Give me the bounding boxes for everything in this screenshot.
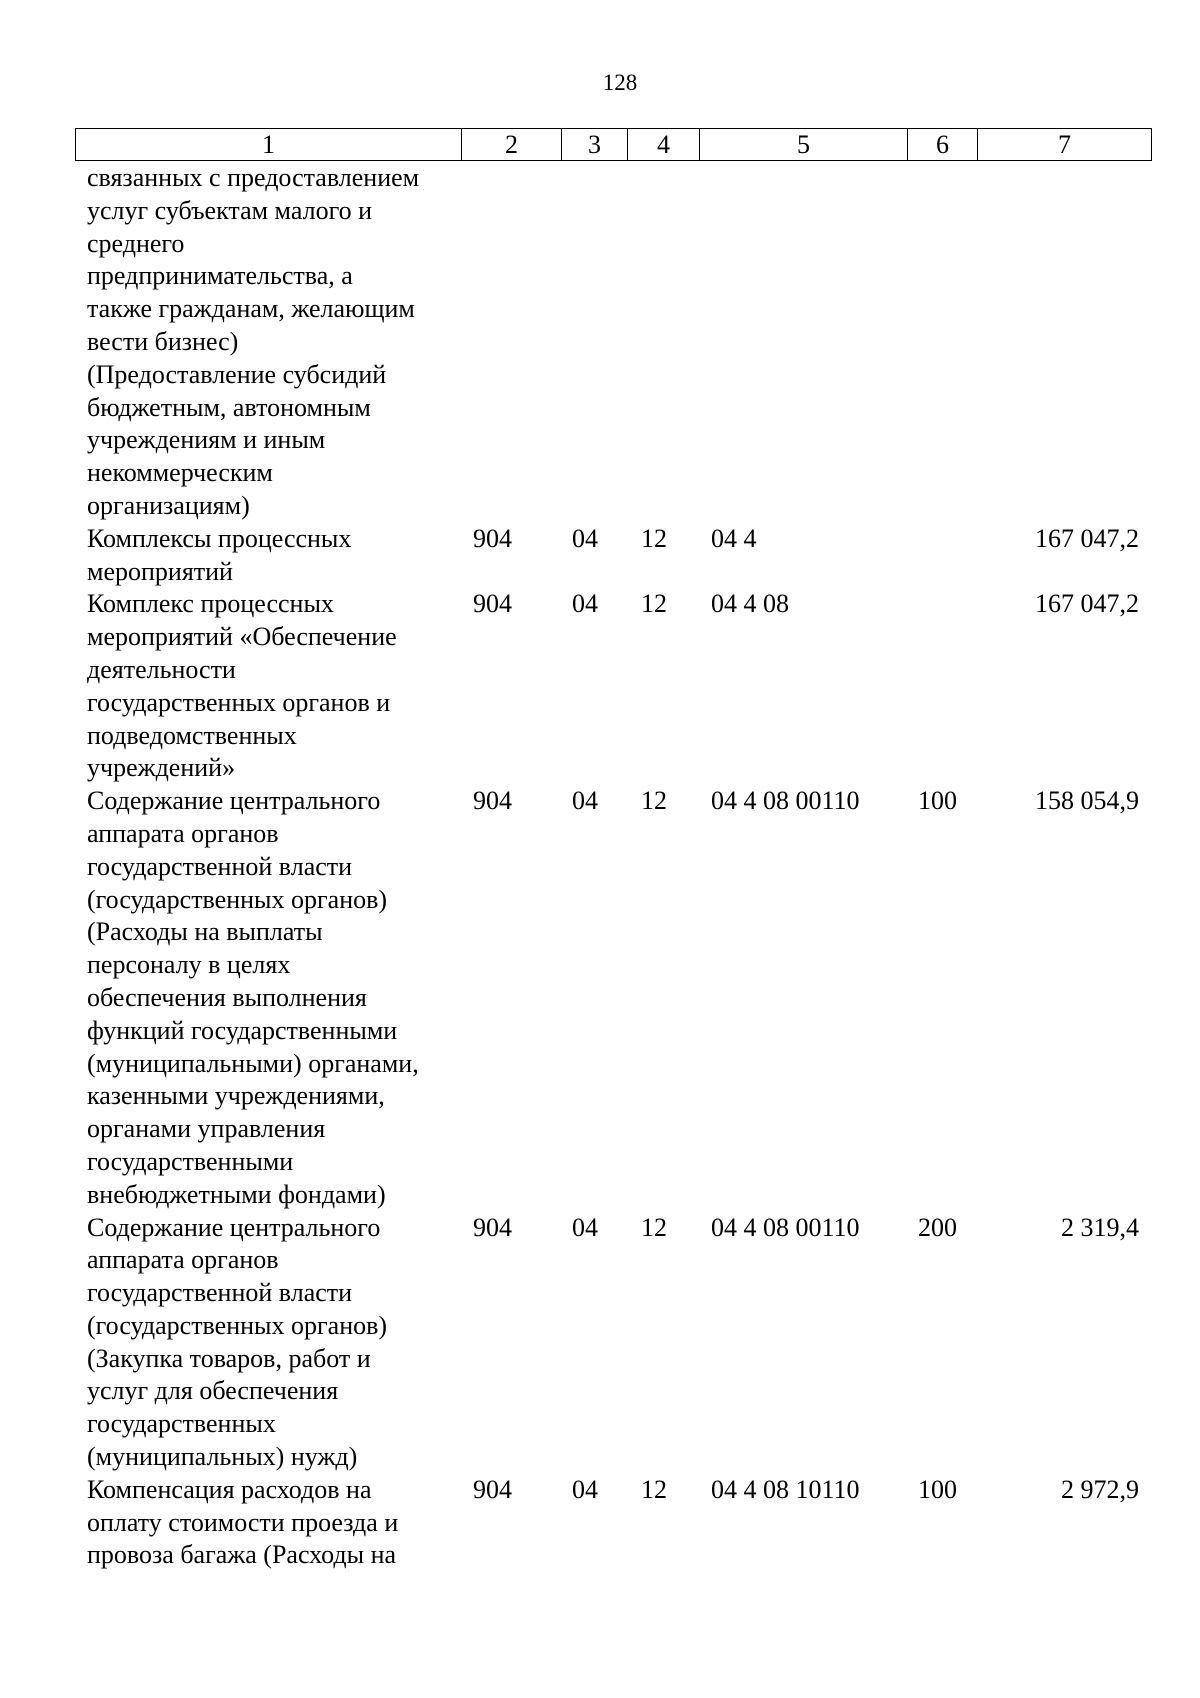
item-name-line: также гражданам, желающим bbox=[87, 294, 415, 324]
target-article-cell: 04 4 08 10110 bbox=[711, 1474, 860, 1504]
item-name-line: внебюджетными фондами) bbox=[87, 1179, 386, 1209]
item-name-line: государственных bbox=[87, 1409, 276, 1439]
item-name-cell bbox=[75, 1474, 461, 1572]
column-header-row bbox=[76, 129, 1152, 161]
item-name-line: Компенсация расходов на bbox=[87, 1474, 372, 1504]
expense-type-cell: 100 bbox=[918, 786, 957, 816]
target-article-cell: 04 4 08 00110 bbox=[711, 786, 860, 816]
subsection-cell: 12 bbox=[641, 589, 667, 619]
item-name-line: казенными учреждениями, bbox=[87, 1081, 385, 1111]
item-name-line: (Закупка товаров, работ и bbox=[87, 1343, 371, 1373]
section-cell: 04 bbox=[572, 1212, 598, 1242]
item-name-cell bbox=[75, 523, 461, 589]
item-name-line: государственной власти bbox=[87, 851, 353, 881]
item-name-line: функций государственными bbox=[87, 1015, 398, 1045]
item-name-line: (Расходы на выплаты bbox=[87, 917, 323, 947]
item-name-line: учреждений» bbox=[87, 753, 236, 783]
budget-table-body bbox=[75, 162, 1151, 1572]
item-name-line: мероприятий «Обеспечение bbox=[87, 622, 397, 652]
admin-code-cell: 904 bbox=[473, 589, 512, 619]
expense-type-cell bbox=[907, 162, 977, 523]
item-name-line: некоммерческим bbox=[87, 458, 273, 488]
subsection-cell: 12 bbox=[641, 786, 667, 816]
amount-cell: 2 972,9 bbox=[1061, 1474, 1139, 1504]
item-name-line: деятельности bbox=[87, 654, 236, 684]
item-name-line: Комплексы процессных bbox=[87, 523, 352, 553]
admin-code-cell bbox=[461, 162, 561, 523]
item-name-line: Комплекс процессных bbox=[87, 589, 334, 619]
item-name-line: мероприятий bbox=[87, 556, 233, 586]
expense-type-cell bbox=[907, 523, 977, 589]
item-name-line: государственных органов и bbox=[87, 687, 391, 717]
item-name-line: (государственных органов) bbox=[87, 1310, 388, 1340]
item-name-line: персоналу в целях bbox=[87, 950, 291, 980]
item-name-line: государственными bbox=[87, 1146, 294, 1176]
table-row bbox=[75, 785, 1151, 1211]
item-name-line: аппарата органов bbox=[87, 818, 279, 848]
amount-cell: 2 319,4 bbox=[1061, 1212, 1139, 1242]
item-name-cell bbox=[75, 785, 461, 1211]
amount-cell: 158 054,9 bbox=[1035, 786, 1139, 816]
item-name-line: бюджетным, автономным bbox=[87, 392, 371, 422]
item-name-line: услуг для обеспечения bbox=[87, 1376, 339, 1406]
section-cell: 04 bbox=[572, 523, 598, 553]
column-header-4: 4 bbox=[628, 129, 700, 161]
expense-type-cell bbox=[907, 588, 977, 785]
item-name-line: Содержание центрального bbox=[87, 1212, 381, 1242]
item-name-line: среднего bbox=[87, 228, 185, 258]
item-name-line: предпринимательства, а bbox=[87, 261, 353, 291]
amount-cell: 167 047,2 bbox=[1035, 523, 1139, 553]
section-cell: 04 bbox=[572, 786, 598, 816]
item-name-line: аппарата органов bbox=[87, 1245, 279, 1275]
item-name-cell bbox=[75, 162, 461, 523]
column-header-5: 5 bbox=[700, 129, 908, 161]
column-header-2: 2 bbox=[462, 129, 562, 161]
subsection-cell bbox=[627, 162, 699, 523]
item-name-line: (муниципальных) нужд) bbox=[87, 1442, 358, 1472]
table-row bbox=[75, 162, 1151, 523]
column-header-table bbox=[75, 128, 1152, 161]
item-name-line: обеспечения выполнения bbox=[87, 982, 367, 1012]
item-name-line: (Предоставление субсидий bbox=[87, 359, 387, 389]
admin-code-cell: 904 bbox=[473, 1212, 512, 1242]
table-row bbox=[75, 1212, 1151, 1474]
item-name-line: оплату стоимости проезда и bbox=[87, 1507, 399, 1537]
item-name-line: связанных с предоставлением bbox=[87, 163, 420, 192]
expense-type-cell: 100 bbox=[918, 1474, 957, 1504]
item-name-line: подведомственных bbox=[87, 720, 297, 750]
admin-code-cell: 904 bbox=[473, 786, 512, 816]
target-article-cell: 04 4 bbox=[711, 523, 757, 553]
subsection-cell: 12 bbox=[641, 1212, 667, 1242]
subsection-cell: 12 bbox=[641, 523, 667, 553]
item-name-cell bbox=[75, 588, 461, 785]
item-name-line: Содержание центрального bbox=[87, 786, 381, 816]
item-name-line: вести бизнес) bbox=[87, 326, 239, 356]
section-cell: 04 bbox=[572, 589, 598, 619]
target-article-cell: 04 4 08 bbox=[711, 589, 789, 619]
budget-table bbox=[75, 162, 1151, 1572]
section-cell: 04 bbox=[572, 1474, 598, 1504]
item-name-line: организациям) bbox=[87, 490, 250, 520]
column-header-1: 1 bbox=[76, 129, 462, 161]
item-name-line: органами управления bbox=[87, 1114, 326, 1144]
amount-cell bbox=[977, 162, 1151, 523]
target-article-cell bbox=[699, 162, 907, 523]
subsection-cell: 12 bbox=[641, 1474, 667, 1504]
item-name-line: учреждениям и иным bbox=[87, 425, 326, 455]
table-row bbox=[75, 1474, 1151, 1572]
item-name-line: государственной власти bbox=[87, 1278, 353, 1308]
page-number: 128 bbox=[602, 70, 638, 95]
column-header-3: 3 bbox=[562, 129, 628, 161]
item-name-line: (государственных органов) bbox=[87, 884, 388, 914]
amount-cell: 167 047,2 bbox=[1035, 589, 1139, 619]
item-name-line: (муниципальными) органами, bbox=[87, 1048, 419, 1078]
item-name-line: услуг субъектам малого и bbox=[87, 195, 373, 225]
column-header-6: 6 bbox=[908, 129, 978, 161]
section-cell bbox=[561, 162, 627, 523]
table-row bbox=[75, 588, 1151, 785]
admin-code-cell: 904 bbox=[473, 523, 512, 553]
expense-type-cell: 200 bbox=[918, 1212, 957, 1242]
table-row bbox=[75, 523, 1151, 589]
admin-code-cell: 904 bbox=[473, 1474, 512, 1504]
column-header-7: 7 bbox=[978, 129, 1152, 161]
target-article-cell: 04 4 08 00110 bbox=[711, 1212, 860, 1242]
item-name-line: провоза багажа (Расходы на bbox=[87, 1540, 397, 1570]
item-name-cell bbox=[75, 1212, 461, 1474]
